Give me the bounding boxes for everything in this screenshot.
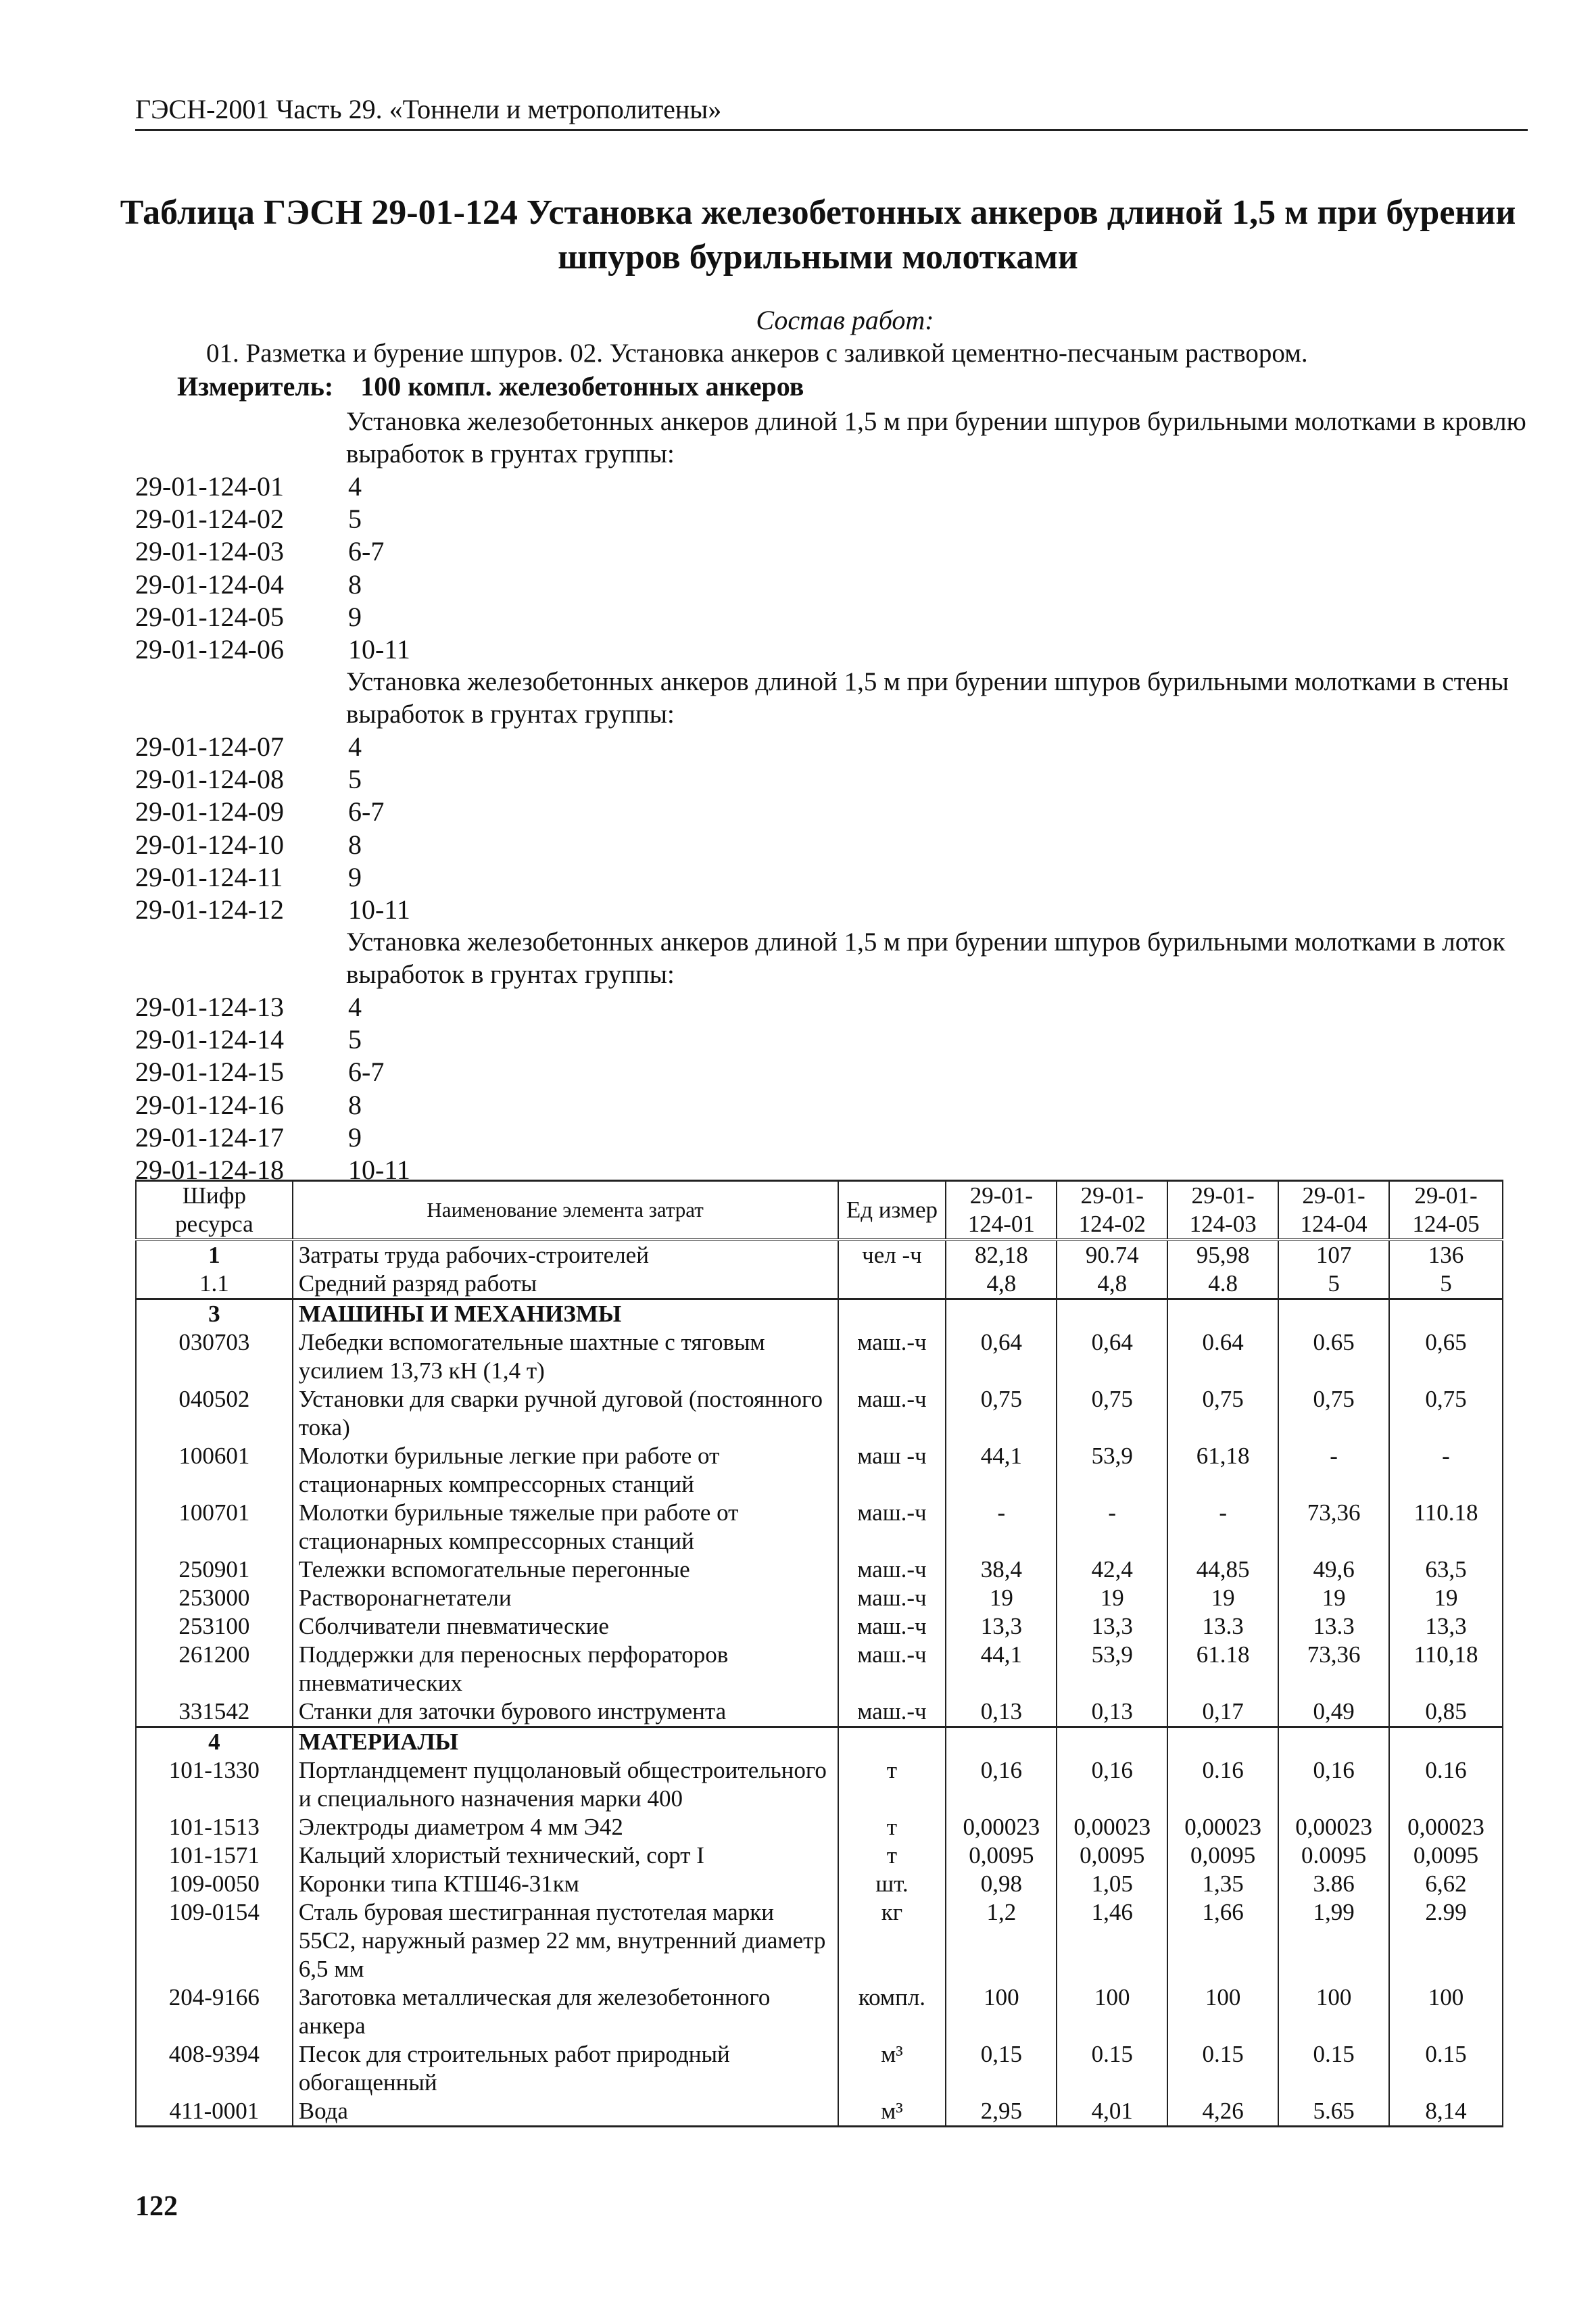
soil-group: 8 bbox=[348, 829, 362, 860]
resource-name: Затраты труда рабочих-строителей bbox=[293, 1240, 838, 1270]
resource-name: Станки для заточки бурового инструмента bbox=[293, 1697, 838, 1727]
resource-name: МАТЕРИАЛЫ bbox=[293, 1727, 838, 1757]
resource-name: Вода bbox=[293, 2097, 838, 2127]
resource-value: 100 bbox=[1167, 1983, 1278, 2040]
table-title-line-1: Таблица ГЭСН 29-01-124 Установка железобетонных анкеров длиной 1,5 м при бурении bbox=[120, 193, 1516, 232]
measure-value: 100 компл. железобетонных анкеров bbox=[360, 371, 804, 402]
resource-name: Сталь буровая шестигранная пустотелая марки 55С2, наружный размер 22 мм, внутренний диаметр 6,5 мм bbox=[293, 1898, 838, 1983]
resource-unit: т bbox=[838, 1841, 946, 1870]
resource-value: 13,3 bbox=[1057, 1612, 1167, 1641]
resource-code: 030703 bbox=[136, 1328, 293, 1385]
norm-code: 29-01-124-04 bbox=[135, 569, 284, 600]
resource-row bbox=[136, 1612, 1503, 1641]
soil-group: 9 bbox=[348, 601, 362, 632]
resource-name: Поддержки для переносных перфораторов пневматических bbox=[293, 1641, 838, 1697]
resource-name: Лебедки вспомогательные шахтные с тяговым усилием 13,73 кН (1,4 т) bbox=[293, 1328, 838, 1385]
resource-row bbox=[136, 1240, 1503, 1270]
resource-value bbox=[946, 1299, 1057, 1329]
soil-group: 4 bbox=[348, 731, 362, 762]
resource-value: 1,2 bbox=[946, 1898, 1057, 1983]
norm-code-row bbox=[135, 601, 362, 633]
resource-value: 0,00023 bbox=[1389, 1813, 1503, 1841]
resource-code: 109-0050 bbox=[136, 1870, 293, 1898]
soil-group: 6-7 bbox=[348, 1057, 385, 1088]
norm-code-row bbox=[135, 763, 362, 796]
resource-name: Коронки типа КТШ46-31км bbox=[293, 1870, 838, 1898]
resource-code: 1.1 bbox=[136, 1270, 293, 1299]
work-composition-heading: Состав работ: bbox=[756, 305, 934, 335]
resource-row bbox=[136, 1555, 1503, 1584]
norm-code-row bbox=[135, 1023, 362, 1056]
table-header-row bbox=[136, 1181, 1503, 1240]
resource-value: 110,18 bbox=[1389, 1641, 1503, 1697]
resource-value: 136 bbox=[1389, 1240, 1503, 1270]
resource-value: 44,1 bbox=[946, 1641, 1057, 1697]
resource-value: 0.15 bbox=[1278, 2040, 1389, 2097]
norm-code-row bbox=[135, 991, 362, 1023]
page-number: 122 bbox=[135, 2191, 178, 2222]
resource-value: 19 bbox=[946, 1584, 1057, 1612]
resource-value: 2.99 bbox=[1389, 1898, 1503, 1983]
col-header-norm-2: 29-01- 124-02 bbox=[1057, 1181, 1167, 1240]
resource-value: 0.15 bbox=[1057, 2040, 1167, 2097]
norm-code-row bbox=[135, 861, 362, 894]
resource-row bbox=[136, 1841, 1503, 1870]
resource-value: 0.15 bbox=[1167, 2040, 1278, 2097]
col-header-code: Шифр ресурса bbox=[136, 1181, 293, 1240]
resource-value: 0.16 bbox=[1167, 1756, 1278, 1813]
norm-code: 29-01-124-08 bbox=[135, 764, 284, 795]
norm-code: 29-01-124-02 bbox=[135, 504, 284, 535]
resource-value: 19 bbox=[1278, 1584, 1389, 1612]
resource-value: 5 bbox=[1389, 1270, 1503, 1299]
resource-value: 0,17 bbox=[1167, 1697, 1278, 1727]
col-header-norm-1: 29-01- 124-01 bbox=[946, 1181, 1057, 1240]
norm-code-row bbox=[135, 1121, 362, 1154]
resource-value: 63,5 bbox=[1389, 1555, 1503, 1584]
soil-group: 9 bbox=[348, 861, 362, 892]
resource-value: 38,4 bbox=[946, 1555, 1057, 1584]
resource-value: 0,00023 bbox=[1278, 1813, 1389, 1841]
resource-value bbox=[1057, 1299, 1167, 1329]
resource-value: 61,18 bbox=[1167, 1442, 1278, 1499]
resource-value bbox=[1167, 1727, 1278, 1757]
resource-unit: чел -ч bbox=[838, 1240, 946, 1270]
resource-value: 0,0095 bbox=[1389, 1841, 1503, 1870]
soil-group: 9 bbox=[348, 1121, 362, 1153]
resource-code: 408-9394 bbox=[136, 2040, 293, 2097]
resource-unit: т bbox=[838, 1756, 946, 1813]
resource-value: 0.64 bbox=[1167, 1328, 1278, 1385]
resource-value: 0,13 bbox=[1057, 1697, 1167, 1727]
resource-value: 0,75 bbox=[1278, 1385, 1389, 1442]
resource-value: 4,26 bbox=[1167, 2097, 1278, 2127]
resource-value: - bbox=[946, 1499, 1057, 1555]
norm-code-row bbox=[135, 894, 410, 926]
resource-name: Молотки бурильные тяжелые при работе от стационарных компрессорных станций bbox=[293, 1499, 838, 1555]
resource-unit: компл. bbox=[838, 1983, 946, 2040]
resource-unit: маш.-ч bbox=[838, 1328, 946, 1385]
resource-value: 0,16 bbox=[1278, 1756, 1389, 1813]
resource-code: 204-9166 bbox=[136, 1983, 293, 2040]
resource-value: 0,85 bbox=[1389, 1697, 1503, 1727]
resource-value: 13,3 bbox=[946, 1612, 1057, 1641]
resource-value: 5 bbox=[1278, 1270, 1389, 1299]
norm-code-row bbox=[135, 503, 362, 535]
soil-group: 8 bbox=[348, 1089, 362, 1120]
resource-row bbox=[136, 1756, 1503, 1813]
resource-value: 19 bbox=[1167, 1584, 1278, 1612]
soil-group: 5 bbox=[348, 764, 362, 795]
soil-group: 4 bbox=[348, 992, 362, 1022]
resource-code: 4 bbox=[136, 1727, 293, 1757]
resource-value: 44,85 bbox=[1167, 1555, 1278, 1584]
norm-code-row bbox=[135, 1089, 362, 1121]
resource-name: Установки для сварки ручной дуговой (постоянного тока) bbox=[293, 1385, 838, 1442]
resource-value: 82,18 bbox=[946, 1240, 1057, 1270]
norm-code: 29-01-124-03 bbox=[135, 536, 284, 567]
section-description: Установка железобетонных анкеров длиной 1,5 м при бурении шпуров бурильными молотками в лоток выработок в грунтах группы: bbox=[346, 927, 1505, 989]
resource-unit: маш.-ч bbox=[838, 1499, 946, 1555]
norm-code: 29-01-124-01 bbox=[135, 471, 284, 502]
work-composition-text: 01. Разметка и бурение шпуров. 02. Установка анкеров с заливкой цементно-песчаным раствором. bbox=[206, 339, 1308, 368]
resource-value: 0,49 bbox=[1278, 1697, 1389, 1727]
resource-value: 0,13 bbox=[946, 1697, 1057, 1727]
section-description: Установка железобетонных анкеров длиной 1,5 м при бурении шпуров бурильными молотками в кровлю выработок в грунтах группы: bbox=[346, 407, 1526, 468]
norm-code: 29-01-124-06 bbox=[135, 634, 284, 665]
resource-value: 100 bbox=[1389, 1983, 1503, 2040]
measure-unit bbox=[177, 370, 804, 402]
section-description: Установка железобетонных анкеров длиной 1,5 м при бурении шпуров бурильными молотками в стены выработок в грунтах группы: bbox=[346, 667, 1509, 729]
resource-unit: м³ bbox=[838, 2097, 946, 2127]
resource-value: 100 bbox=[946, 1983, 1057, 2040]
resource-value: 5.65 bbox=[1278, 2097, 1389, 2127]
resource-value: 1,05 bbox=[1057, 1870, 1167, 1898]
resource-code: 411-0001 bbox=[136, 2097, 293, 2127]
resource-value: 95,98 bbox=[1167, 1240, 1278, 1270]
norm-code: 29-01-124-18 bbox=[135, 1155, 284, 1185]
soil-group: 6-7 bbox=[348, 796, 385, 827]
resource-code: 101-1571 bbox=[136, 1841, 293, 1870]
resource-value: - bbox=[1389, 1442, 1503, 1499]
resource-value: 90.74 bbox=[1057, 1240, 1167, 1270]
resource-unit: маш.-ч bbox=[838, 1555, 946, 1584]
resource-name: Тележки вспомогательные перегонные bbox=[293, 1555, 838, 1584]
resource-value: 1,46 bbox=[1057, 1898, 1167, 1983]
resource-row bbox=[136, 1813, 1503, 1841]
running-header: ГЭСН-2001 Часть 29. «Тоннели и метрополитены» bbox=[135, 93, 1528, 131]
section-row bbox=[136, 1727, 1503, 1757]
table-title-line-2: шпуров бурильными молотками bbox=[558, 238, 1078, 276]
norm-code: 29-01-124-10 bbox=[135, 829, 284, 860]
norm-code-row bbox=[135, 796, 384, 828]
resource-row bbox=[136, 1270, 1503, 1299]
resource-value: 13,3 bbox=[1389, 1612, 1503, 1641]
resource-value bbox=[1167, 1299, 1278, 1329]
resource-unit: маш.-ч bbox=[838, 1612, 946, 1641]
resource-unit: м³ bbox=[838, 2040, 946, 2097]
resource-value: 107 bbox=[1278, 1240, 1389, 1270]
resource-value: 0.65 bbox=[1278, 1328, 1389, 1385]
resource-value: 19 bbox=[1057, 1584, 1167, 1612]
resource-value: 0,75 bbox=[1057, 1385, 1167, 1442]
resource-unit bbox=[838, 1299, 946, 1329]
resource-value: 13.3 bbox=[1278, 1612, 1389, 1641]
resource-value: 13.3 bbox=[1167, 1612, 1278, 1641]
resource-code: 253000 bbox=[136, 1584, 293, 1612]
resource-value: 0,75 bbox=[1389, 1385, 1503, 1442]
resource-unit: маш.-ч bbox=[838, 1584, 946, 1612]
resource-row bbox=[136, 1641, 1503, 1697]
resource-code: 3 bbox=[136, 1299, 293, 1329]
norm-code-row bbox=[135, 731, 362, 763]
resource-code: 250901 bbox=[136, 1555, 293, 1584]
resource-unit: кг bbox=[838, 1898, 946, 1983]
resource-code: 253100 bbox=[136, 1612, 293, 1641]
resource-row bbox=[136, 1983, 1503, 2040]
resource-value: 0.15 bbox=[1389, 2040, 1503, 2097]
resource-unit: т bbox=[838, 1813, 946, 1841]
soil-group: 10-11 bbox=[348, 634, 410, 665]
resource-value: 0,00023 bbox=[946, 1813, 1057, 1841]
norm-code-row bbox=[135, 829, 362, 861]
resource-value: 0,0095 bbox=[946, 1841, 1057, 1870]
resource-row bbox=[136, 1328, 1503, 1385]
resource-value: 0,98 bbox=[946, 1870, 1057, 1898]
resource-value: 0,16 bbox=[946, 1756, 1057, 1813]
resource-value: 100 bbox=[1278, 1983, 1389, 2040]
resource-value: 0,75 bbox=[1167, 1385, 1278, 1442]
resource-unit: шт. bbox=[838, 1870, 946, 1898]
resource-value: 0,75 bbox=[946, 1385, 1057, 1442]
resource-value: 0,64 bbox=[946, 1328, 1057, 1385]
resource-name: Песок для строительных работ природный обогащенный bbox=[293, 2040, 838, 2097]
resource-name: Кальций хлористый технический, сорт I bbox=[293, 1841, 838, 1870]
resource-code: 100701 bbox=[136, 1499, 293, 1555]
resource-value bbox=[1389, 1727, 1503, 1757]
norm-code: 29-01-124-07 bbox=[135, 731, 284, 762]
resource-value: 49,6 bbox=[1278, 1555, 1389, 1584]
resource-value: 6,62 bbox=[1389, 1870, 1503, 1898]
resource-value: 4,01 bbox=[1057, 2097, 1167, 2127]
resource-name: Портландцемент пуццолановый общестроительного и специального назначения марки 400 bbox=[293, 1756, 838, 1813]
norm-code: 29-01-124-12 bbox=[135, 894, 284, 925]
resource-value: 4.8 bbox=[1167, 1270, 1278, 1299]
resource-value: 44,1 bbox=[946, 1442, 1057, 1499]
col-header-norm-5: 29-01- 124-05 bbox=[1389, 1181, 1503, 1240]
resource-value: 0,00023 bbox=[1057, 1813, 1167, 1841]
norm-code: 29-01-124-15 bbox=[135, 1057, 284, 1088]
resource-row bbox=[136, 1697, 1503, 1727]
resource-unit: маш.-ч bbox=[838, 1641, 946, 1697]
resource-value: - bbox=[1278, 1442, 1389, 1499]
norm-code-row bbox=[135, 1056, 384, 1088]
col-header-norm-3: 29-01- 124-03 bbox=[1167, 1181, 1278, 1240]
measure-label: Измеритель: bbox=[177, 371, 334, 402]
resource-value: 2,95 bbox=[946, 2097, 1057, 2127]
norm-code: 29-01-124-09 bbox=[135, 796, 284, 827]
resource-name: Заготовка металлическая для железобетонного анкера bbox=[293, 1983, 838, 2040]
soil-group: 5 bbox=[348, 504, 362, 535]
resource-unit: маш -ч bbox=[838, 1442, 946, 1499]
resource-value: 1,99 bbox=[1278, 1898, 1389, 1983]
resource-value: 73,36 bbox=[1278, 1499, 1389, 1555]
resource-value: 73,36 bbox=[1278, 1641, 1389, 1697]
norm-code: 29-01-124-11 bbox=[135, 861, 283, 892]
resource-value: 110.18 bbox=[1389, 1499, 1503, 1555]
resource-value bbox=[1278, 1299, 1389, 1329]
norm-code: 29-01-124-17 bbox=[135, 1121, 284, 1153]
resource-value: 4,8 bbox=[946, 1270, 1057, 1299]
norm-code-row bbox=[135, 569, 362, 601]
resource-unit bbox=[838, 1270, 946, 1299]
resource-value: 19 bbox=[1389, 1584, 1503, 1612]
resource-value: 61.18 bbox=[1167, 1641, 1278, 1697]
resource-row bbox=[136, 1385, 1503, 1442]
resource-row bbox=[136, 1898, 1503, 1983]
norm-code: 29-01-124-05 bbox=[135, 601, 284, 632]
resource-unit: маш.-ч bbox=[838, 1697, 946, 1727]
resource-name: Электроды диаметром 4 мм Э42 bbox=[293, 1813, 838, 1841]
resource-row bbox=[136, 1442, 1503, 1499]
resource-unit bbox=[838, 1727, 946, 1757]
resource-value bbox=[946, 1727, 1057, 1757]
resource-code: 101-1330 bbox=[136, 1756, 293, 1813]
resource-name: Растворонагнетатели bbox=[293, 1584, 838, 1612]
resource-row bbox=[136, 2097, 1503, 2127]
resource-value: 8,14 bbox=[1389, 2097, 1503, 2127]
resource-name: Средний разряд работы bbox=[293, 1270, 838, 1299]
norm-code-row bbox=[135, 535, 384, 568]
soil-group: 6-7 bbox=[348, 536, 385, 567]
resource-code: 040502 bbox=[136, 1385, 293, 1442]
soil-group: 4 bbox=[348, 471, 362, 502]
resource-value: 0,65 bbox=[1389, 1328, 1503, 1385]
resource-value: 0,16 bbox=[1057, 1756, 1167, 1813]
norm-code-row bbox=[135, 633, 410, 666]
resource-code: 100601 bbox=[136, 1442, 293, 1499]
resource-value: 0,0095 bbox=[1167, 1841, 1278, 1870]
resource-code: 101-1513 bbox=[136, 1813, 293, 1841]
resource-row bbox=[136, 1870, 1503, 1898]
resource-value: 53,9 bbox=[1057, 1442, 1167, 1499]
resource-value: 4,8 bbox=[1057, 1270, 1167, 1299]
resource-value: - bbox=[1167, 1499, 1278, 1555]
resource-value: 3.86 bbox=[1278, 1870, 1389, 1898]
resource-value: 0,64 bbox=[1057, 1328, 1167, 1385]
resources-table bbox=[135, 1180, 1503, 2127]
resource-row bbox=[136, 2040, 1503, 2097]
resource-code: 261200 bbox=[136, 1641, 293, 1697]
norm-code-row bbox=[135, 471, 362, 503]
table-title bbox=[101, 191, 1534, 280]
norm-code: 29-01-124-16 bbox=[135, 1089, 284, 1120]
col-header-norm-4: 29-01- 124-04 bbox=[1278, 1181, 1389, 1240]
resource-value: 0,00023 bbox=[1167, 1813, 1278, 1841]
resource-row bbox=[136, 1584, 1503, 1612]
resource-name: МАШИНЫ И МЕХАНИЗМЫ bbox=[293, 1299, 838, 1329]
resource-value bbox=[1057, 1727, 1167, 1757]
resource-value bbox=[1389, 1299, 1503, 1329]
resource-code: 109-0154 bbox=[136, 1898, 293, 1983]
resource-value: - bbox=[1057, 1499, 1167, 1555]
soil-group: 10-11 bbox=[348, 1155, 410, 1185]
resource-value: 0.0095 bbox=[1278, 1841, 1389, 1870]
resource-value: 100 bbox=[1057, 1983, 1167, 2040]
resource-name: Сболчиватели пневматические bbox=[293, 1612, 838, 1641]
resource-value: 1,66 bbox=[1167, 1898, 1278, 1983]
resource-value: 1,35 bbox=[1167, 1870, 1278, 1898]
soil-group: 10-11 bbox=[348, 894, 410, 925]
resource-value: 0,0095 bbox=[1057, 1841, 1167, 1870]
col-header-unit: Ед измер bbox=[838, 1181, 946, 1240]
resource-value: 0,15 bbox=[946, 2040, 1057, 2097]
resource-value: 53,9 bbox=[1057, 1641, 1167, 1697]
soil-group: 8 bbox=[348, 569, 362, 600]
norm-code: 29-01-124-14 bbox=[135, 1024, 284, 1055]
resource-row bbox=[136, 1499, 1503, 1555]
resource-name: Молотки бурильные легкие при работе от стационарных компрессорных станций bbox=[293, 1442, 838, 1499]
col-header-name: Наименование элемента затрат bbox=[293, 1181, 838, 1240]
resource-unit: маш.-ч bbox=[838, 1385, 946, 1442]
resource-value: 0.16 bbox=[1389, 1756, 1503, 1813]
norm-code: 29-01-124-13 bbox=[135, 992, 284, 1022]
resource-code: 331542 bbox=[136, 1697, 293, 1727]
soil-group: 5 bbox=[348, 1024, 362, 1055]
resource-code: 1 bbox=[136, 1240, 293, 1270]
resource-value bbox=[1278, 1727, 1389, 1757]
section-row bbox=[136, 1299, 1503, 1329]
table-body bbox=[136, 1240, 1503, 2127]
resource-value: 42,4 bbox=[1057, 1555, 1167, 1584]
